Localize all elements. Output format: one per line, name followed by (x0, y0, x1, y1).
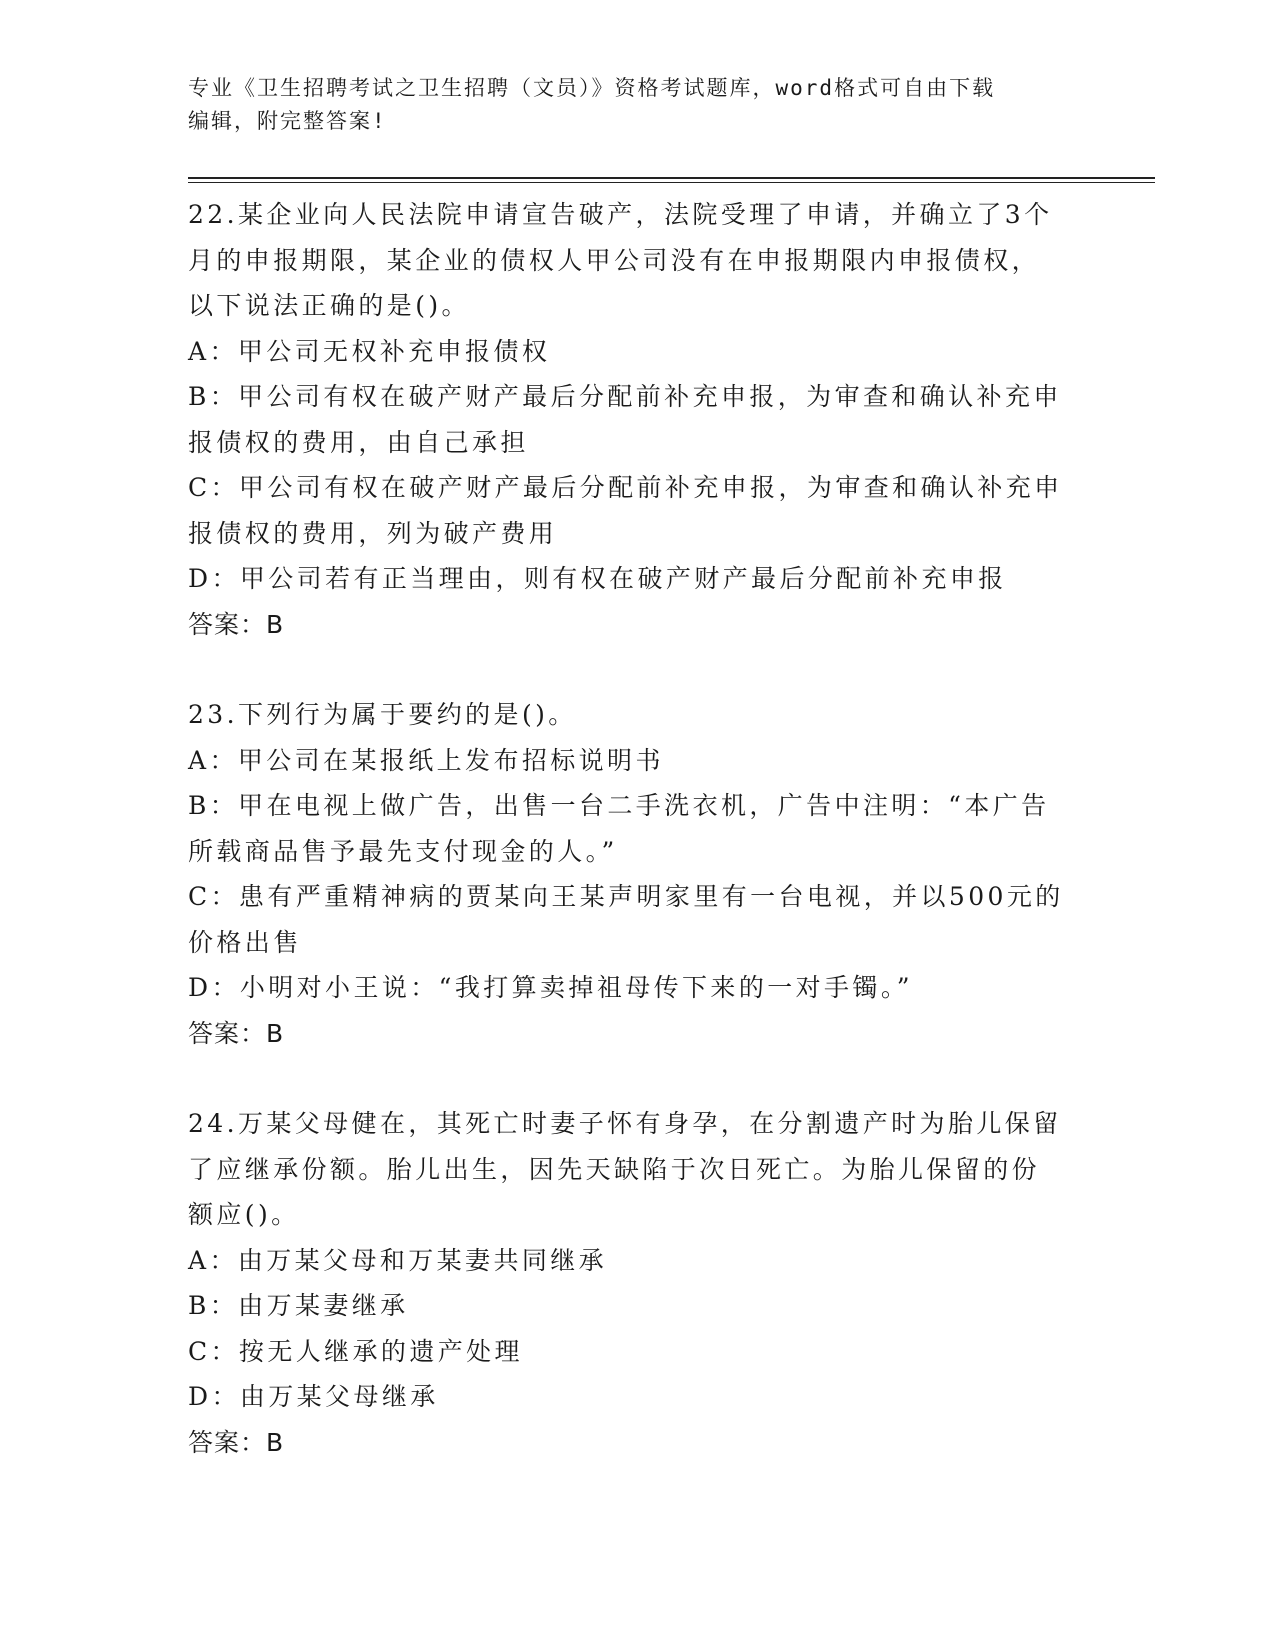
question-stem-line: 24.万某父母健在，其死亡时妻子怀有身孕，在分割遗产时为胎儿保留 (188, 1109, 1062, 1138)
option-c: C：患有严重精神病的贾某向王某声明家里有一台电视，并以500元的 (188, 882, 1064, 911)
option-b: B：甲公司有权在破产财产最后分配前补充申报，为审查和确认补充申 (188, 382, 1062, 411)
question-stem-line: 22.某企业向人民法院申请宣告破产，法院受理了申请，并确立了3个 (188, 200, 1053, 229)
header-line-2: 编辑，附完整答案! (188, 109, 387, 133)
question-stem-line: 额应()。 (188, 1200, 300, 1229)
option-b: B：由万某妻继承 (188, 1291, 409, 1320)
option-d: D：小明对小王说：“我打算卖掉祖母传下来的一对手镯。” (188, 973, 913, 1002)
option-a: A：甲公司在某报纸上发布招标说明书 (188, 745, 664, 775)
question-22 (188, 192, 1088, 647)
option-a: A：甲公司无权补充申报债权 (188, 336, 551, 366)
question-stem-line: 23.下列行为属于要约的是()。 (188, 700, 577, 729)
answer-line: 答案：B (188, 1427, 285, 1457)
option-c: C：甲公司有权在破产财产最后分配前补充申报，为审查和确认补充申 (188, 473, 1063, 502)
header-divider-thick (188, 177, 1155, 179)
question-23 (188, 692, 1088, 1056)
option-b-continued: 所载商品售予最先支付现金的人。” (188, 836, 618, 866)
option-c-continued: 价格出售 (188, 927, 302, 957)
option-b-continued: 报债权的费用，由自己承担 (188, 427, 529, 457)
option-d: D：由万某父母继承 (188, 1382, 439, 1411)
question-stem-line: 月的申报期限，某企业的债权人甲公司没有在申报期限内申报债权， (188, 245, 1041, 275)
header-divider-thin (188, 182, 1155, 183)
option-a: A：由万某父母和万某妻共同继承 (188, 1245, 608, 1275)
header-line-1: 专业《卫生招聘考试之卫生招聘（文员）》资格考试题库，word格式可自由下载 (188, 76, 996, 100)
option-d: D：甲公司若有正当理由，则有权在破产财产最后分配前补充申报 (188, 564, 1007, 593)
answer-line: 答案：B (188, 609, 285, 639)
answer-line: 答案：B (188, 1018, 285, 1048)
question-stem-line: 以下说法正确的是()。 (188, 291, 470, 320)
option-c-continued: 报债权的费用，列为破产费用 (188, 518, 558, 548)
question-list (188, 192, 1088, 1510)
option-c: C：按无人继承的遗产处理 (188, 1336, 523, 1366)
document-header (188, 72, 1088, 138)
question-stem-line: 了应继承份额。胎儿出生，因先天缺陷于次日死亡。为胎儿保留的份 (188, 1154, 1041, 1184)
option-b: B：甲在电视上做广告，出售一台二手洗衣机，广告中注明：“本广告 (188, 791, 1050, 820)
question-24 (188, 1101, 1088, 1465)
